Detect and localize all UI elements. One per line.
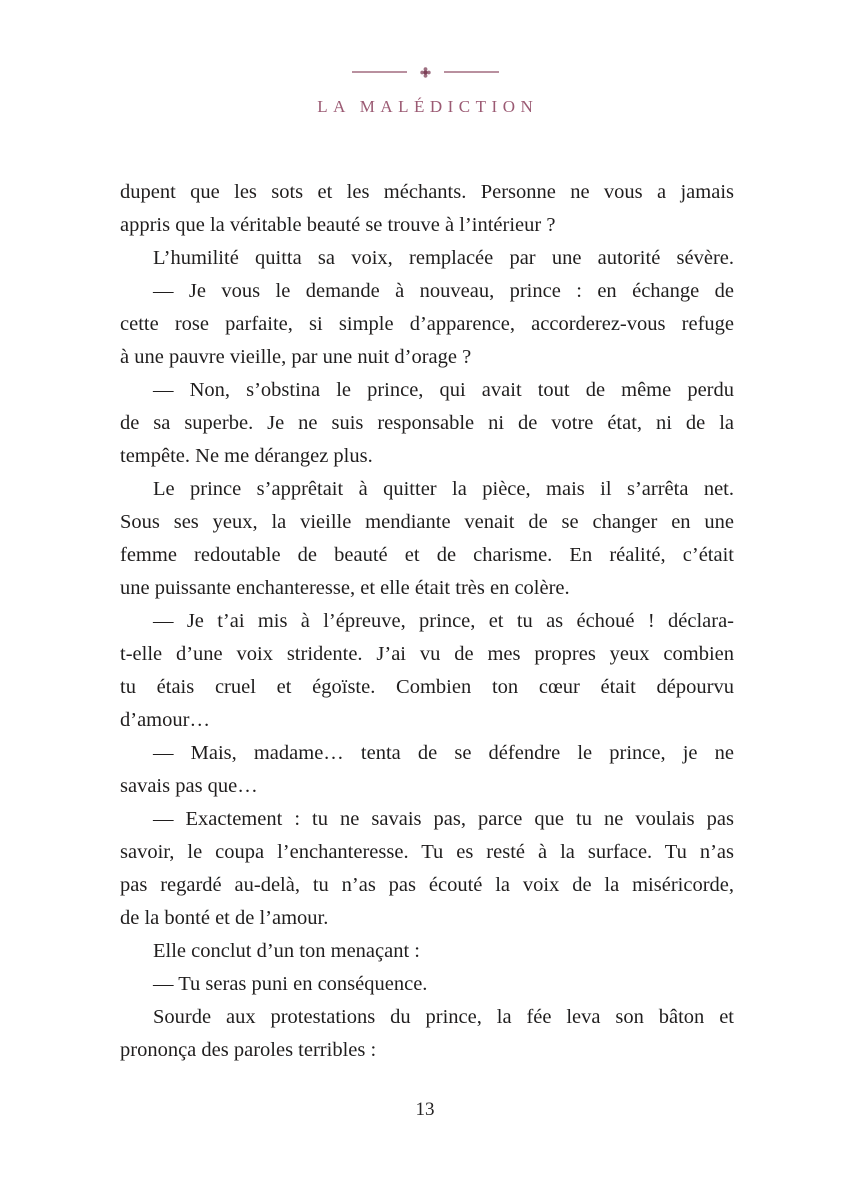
text-line: pas regardé au-delà, tu n’as pas écouté la voix de la miséricorde, <box>120 874 734 896</box>
text-line: t-elle d’une voix stridente. J’ai vu de mes propres yeux combien <box>120 643 734 665</box>
text-line: appris que la véritable beauté se trouve à l’intérieur ? <box>120 214 556 236</box>
text-line: de sa superbe. Je ne suis responsable ni de votre état, ni de la <box>120 412 734 434</box>
text-line: — Mais, madame… tenta de se défendre le prince, je ne <box>153 742 734 764</box>
text-line: Sourde aux protestations du prince, la fée leva son bâton et <box>153 1006 734 1028</box>
text-line: savoir, le coupa l’enchanteresse. Tu es resté à la surface. Tu n’as <box>120 841 734 863</box>
text-line: — Non, s’obstina le prince, qui avait tout de même perdu <box>153 379 734 401</box>
chapter-title: LA MALÉDICTION <box>317 97 539 116</box>
text-line: savais pas que… <box>120 775 258 797</box>
chapter-ornament <box>0 64 850 80</box>
text-line: de la bonté et de l’amour. <box>120 907 329 929</box>
page-number: 13 <box>415 1099 435 1120</box>
ornament-rule-right <box>444 71 499 73</box>
text-line: Sous ses yeux, la vieille mendiante venait de se changer en une <box>120 511 734 533</box>
text-line: cette rose parfaite, si simple d’apparence, accorderez-vous refuge <box>120 313 734 335</box>
text-line: une puissante enchanteresse, et elle était très en colère. <box>120 577 570 599</box>
fleuron-icon <box>420 67 431 78</box>
text-line: femme redoutable de beauté et de charisme. En réalité, c’était <box>120 544 734 566</box>
text-line: L’humilité quitta sa voix, remplacée par une autorité sévère. <box>153 247 734 269</box>
text-line: — Je t’ai mis à l’épreuve, prince, et tu as échoué ! déclara- <box>153 610 734 632</box>
text-line: — Je vous le demande à nouveau, prince : en échange de <box>153 280 734 302</box>
body-text <box>120 176 734 1067</box>
text-line: — Exactement : tu ne savais pas, parce que tu ne voulais pas <box>153 808 734 830</box>
text-line: Elle conclut d’un ton menaçant : <box>153 940 420 962</box>
text-line: tempête. Ne me dérangez plus. <box>120 445 373 467</box>
text-line: — Tu seras puni en conséquence. <box>153 973 428 995</box>
ornament-rule-left <box>352 71 407 73</box>
text-line: tu étais cruel et égoïste. Combien ton cœur était dépourvu <box>120 676 734 698</box>
text-line: d’amour… <box>120 709 210 731</box>
text-line: dupent que les sots et les méchants. Personne ne vous a jamais <box>120 181 734 203</box>
text-line: à une pauvre vieille, par une nuit d’orage ? <box>120 346 472 368</box>
text-line: prononça des paroles terribles : <box>120 1039 377 1061</box>
text-line: Le prince s’apprêtait à quitter la pièce, mais il s’arrêta net. <box>153 478 734 500</box>
